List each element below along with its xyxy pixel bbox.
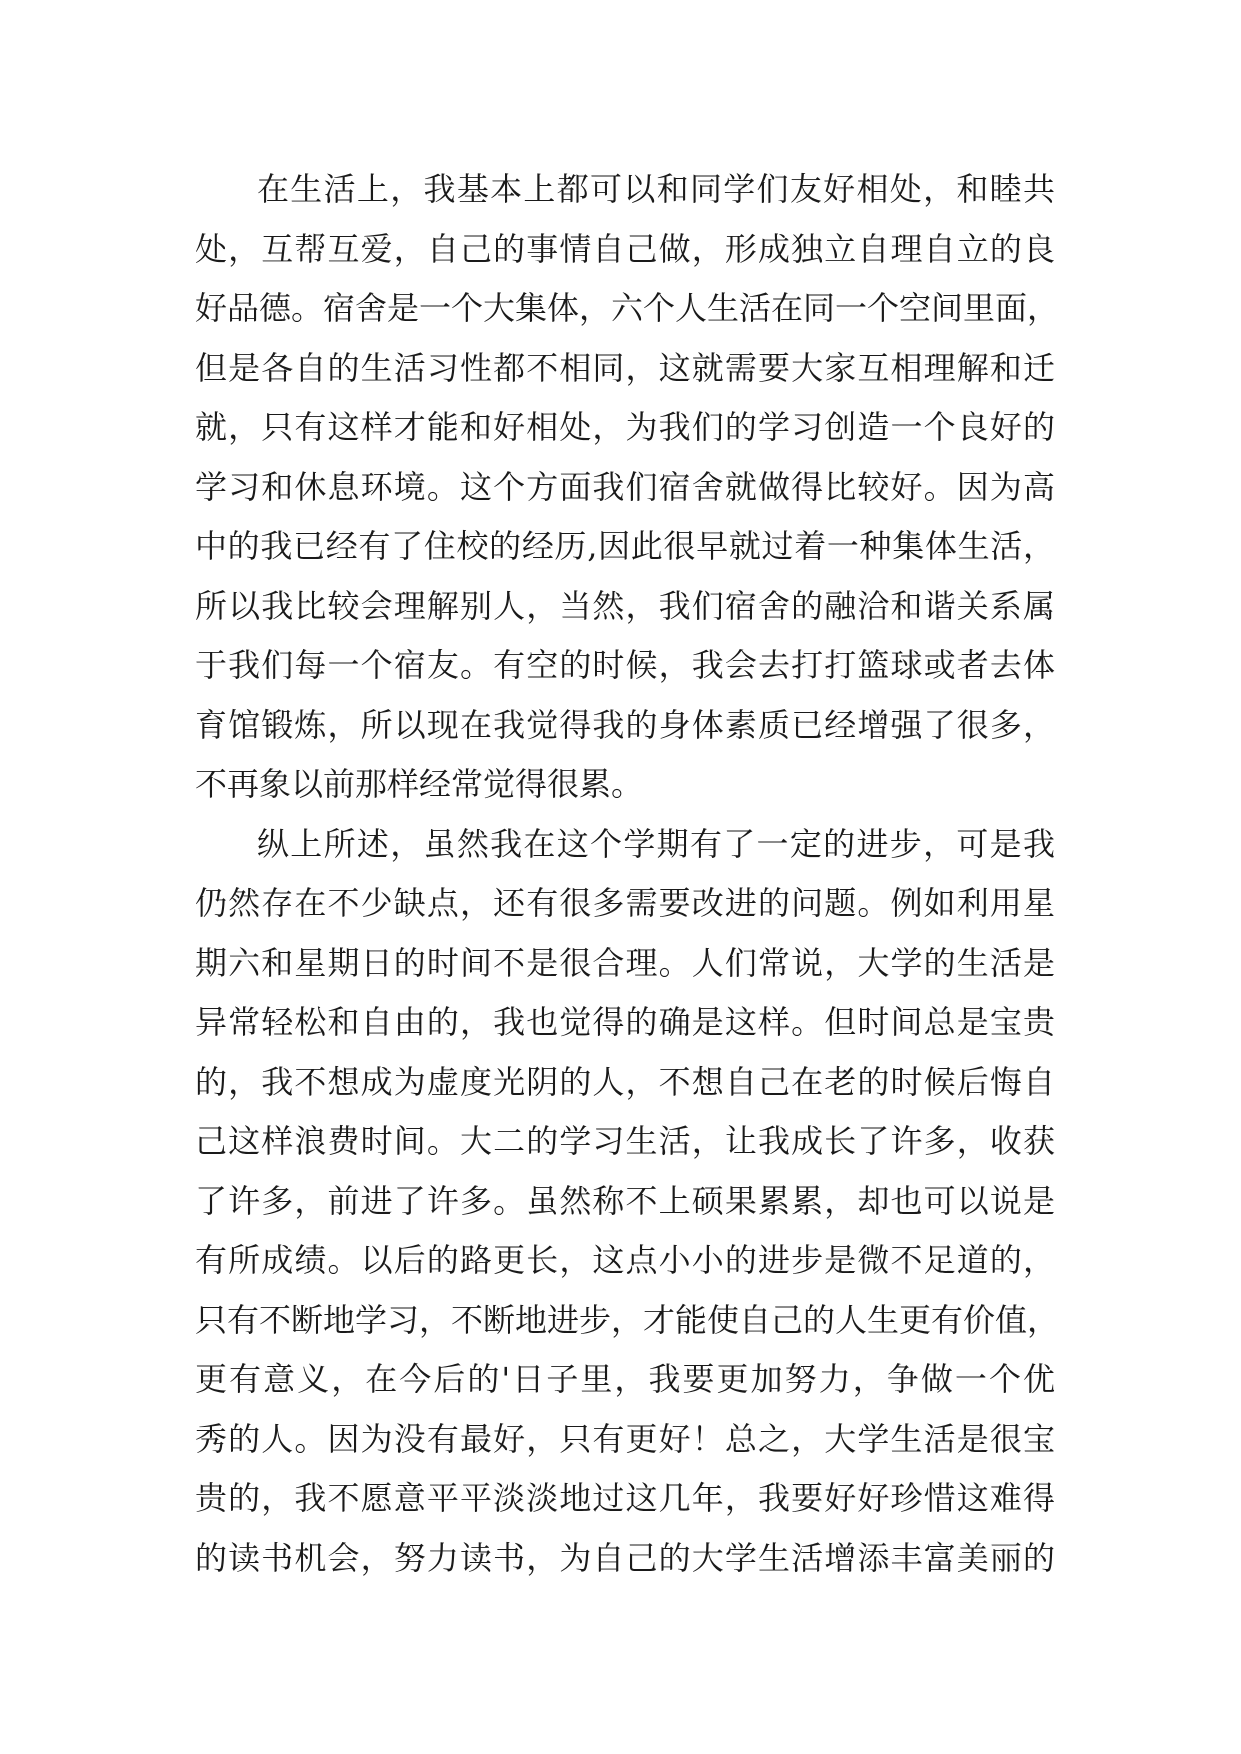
- paragraph-2-line: 只有不断地学习，不断地进步，才能使自己的人生更有价值，: [195, 1300, 1060, 1339]
- paragraph-1-line: 在生活上，我基本上都可以和同学们友好相处，和睦共: [257, 170, 1055, 208]
- paragraph-2-line: 纵上所述，虽然我在这个学期有了一定的进步，可是我: [257, 824, 1055, 863]
- paragraph-2-line: 有所成绩。以后的路更长，这点小小的进步是微不足道的，: [195, 1241, 1055, 1279]
- paragraph-2-line: 仍然存在不少缺点，还有很多需要改进的问题。例如利用星: [195, 884, 1055, 922]
- paragraph-1-line: 中的我已经有了住校的经历,因此很早就过着一种集体生活，: [195, 527, 1055, 565]
- paragraph-2-line: 贵的，我不愿意平平淡淡地过这几年，我要好好珍惜这难得: [195, 1479, 1055, 1517]
- body-text: [195, 160, 1060, 1588]
- paragraph-1-line: 不再象以前那样经常觉得很累。: [195, 765, 644, 803]
- paragraph-1-line: 处，互帮互爱，自己的事情自己做，形成独立自理自立的良: [195, 229, 1055, 268]
- paragraph-2-line: 的读书机会，努力读书，为自己的大学生活增添丰富美丽的: [195, 1538, 1055, 1577]
- paragraph-2-line: 异常轻松和自由的，我也觉得的确是这样。但时间总是宝贵: [195, 1003, 1055, 1041]
- paragraph-1-line: 但是各自的生活习性都不相同，这就需要大家互相理解和迁: [195, 348, 1055, 387]
- paragraph-2-line: 秀的人。因为没有最好，只有更好！总之，大学生活是很宝: [195, 1419, 1055, 1458]
- paragraph-1-line: 所以我比较会理解别人，当然，我们宿舍的融洽和谐关系属: [195, 586, 1055, 625]
- paragraph-2-line: 的，我不想成为虚度光阴的人，不想自己在老的时候后悔自: [195, 1062, 1055, 1101]
- paragraph-2-line: 更有意义，在今后的'日子里，我要更加努力，争做一个优: [195, 1360, 1055, 1398]
- paragraph-1-line: 学习和休息环境。这个方面我们宿舍就做得比较好。因为高: [195, 467, 1055, 506]
- paragraph-1-line: 就，只有这样才能和好相处，为我们的学习创造一个良好的: [195, 408, 1055, 446]
- paragraph-1-line: 好品德。宿舍是一个大集体，六个人生活在同一个空间里面，: [195, 289, 1060, 327]
- paragraph-2-line: 己这样浪费时间。大二的学习生活，让我成长了许多，收获: [195, 1122, 1055, 1160]
- paragraph-1-line: 育馆锻炼，所以现在我觉得我的身体素质已经增强了很多，: [195, 705, 1055, 744]
- paragraph-2-line: 了许多，前进了许多。虽然称不上硕果累累，却也可以说是: [195, 1181, 1055, 1220]
- paragraph-2-line: 期六和星期日的时间不是很合理。人们常说，大学的生活是: [195, 943, 1055, 982]
- paragraph-1-line: 于我们每一个宿友。有空的时候，我会去打打篮球或者去体: [195, 646, 1055, 684]
